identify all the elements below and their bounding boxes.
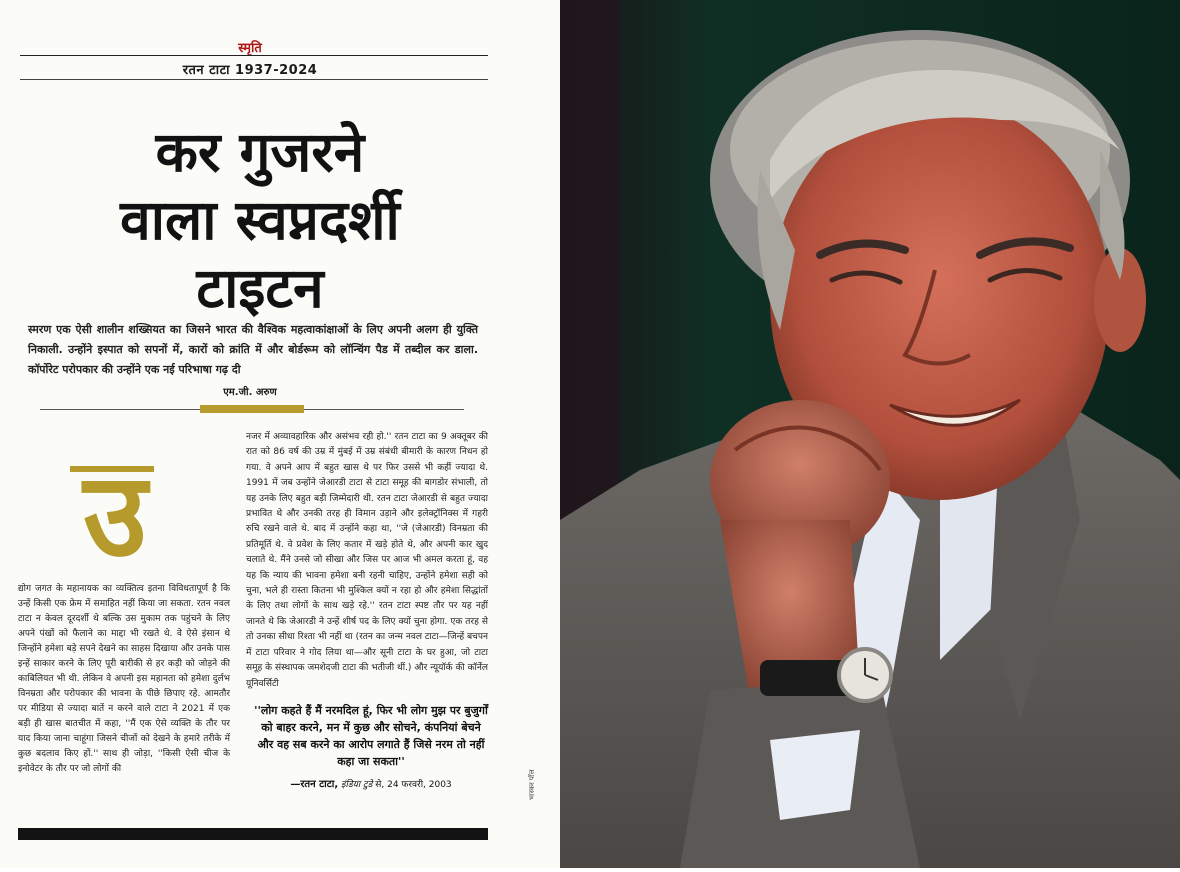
body-column-left: द्योग जगत के महानायक का व्यक्तित्व इतना विविधतापूर्ण है कि उन्हें किसी एक फ्रेम में समाहित नहीं किया जा सकता. रतन नवल टाटा न केवल दूरदर्शी थे बल्कि उस मुकाम तक पहुंचने के लिए अपने पंखों को फैलाने का माद्दा भी रखते थे. वे ऐसे इंसान थे जिन्होंने हमेशा बड़े सपने देखने का साहस दिखाया और उनके पास इन्हें साकार करने के लिए पूरी बारीकी से हर कड़ी को जोड़ने की काबिलियत भी थी. लेकिन वे अपनी इस महानता को हमेशा दुर्लभ विनम्रता और परोपकार की भावना के पीछे छिपाए रहे. आमतौर पर मीडिया से ज्यादा बातें न करने वाले टाटा ने 2021 में एक बड़ी ही खास बातचीत में कहा, ''मैं एक ऐसे व्यक्ति के तौर पर याद किया जाना चाहूंगा जिसने चीजों को देखने के हमारे तरीके में कुछ बदलाव किए हों.'' साथ ही जोड़ा, ''किसी ऐसी चीज के इनोवेटर के तौर पर जो लोगों की — [18, 584, 230, 774]
header-rule-lower — [20, 79, 488, 80]
byline: एम.जी. अरुण — [223, 387, 277, 398]
headline-line-2: वाला स्वप्नदर्शी — [120, 188, 400, 252]
article-dek: स्मरण एक ऐसी शालीन शख्सियत का जिसने भारत की वैश्विक महत्वाकांक्षाओं के लिए अपनी अलग ही युक्ति निकाली. उन्होंने इस्पात को सपनों में, कारों को क्रांति में और बोर्डरूम को लॉन्चिंग पैड में तब्दील कर डाला. कॉर्पोरेट परोपकार की उन्होंने एक नई परिभाषा गढ़ दी — [28, 323, 478, 376]
section-label: स्मृति — [238, 41, 262, 56]
header-rule — [20, 55, 488, 56]
article-headline — [20, 118, 500, 322]
headline-line-1: कर गुजरने — [155, 120, 365, 184]
quote-date: से, 24 फरवरी, 2003 — [375, 780, 452, 790]
pull-quote: ''लोग कहते हैं मैं नरमदिल हूं, फिर भी लोग मुझ पर बुजुर्गों को बाहर करने, मन में कुछ और सोचने, कंपनियां बेचने और वह सब करने का आरोप लगाते हैं जिसे नरम तो नहीं कहा जा सकता'' — [254, 704, 488, 768]
quote-author: —रतन टाटा, — [290, 779, 339, 790]
issue-line: रतन टाटा 1937-2024 — [182, 63, 318, 78]
photo-credit: भास्कर पॉल — [528, 769, 536, 800]
gold-accent-bar — [200, 405, 304, 413]
portrait-photo — [560, 0, 1180, 868]
footer-rule — [18, 828, 488, 840]
headline-line-3: टाइटन — [196, 256, 324, 320]
body-column-right: नजर में अव्यावहारिक और असंभव रही हो.'' रतन टाटा का 9 अक्तूबर की रात को 86 वर्ष की उम्र में मुंबई में उम्र संबंधी बीमारी के कारण निधन हो गया. वे अपने आप में बहुत खास थे पर फिर उससे भी कहीं ज्यादा थे. 1991 में जब उन्होंने जेआरडी टाटा से टाटा समूह की बागडोर संभाली, तो यह उनके लिए बहुत बड़ी जिम्मेदारी थी. रतन टाटा जेआरडी से बहुत ज्यादा प्रभावित थे और उनकी तरह ही विमान उड़ाने और इलेक्ट्रॉनिक्स में गहरी रुचि रखने वाले थे. बाद में उन्होंने कहा था, ''जे (जेआरडी) विनम्रता की प्रतिमूर्ति थे. वे प्रवेश के लिए कतार में खड़े होते थे, और अपनी कार खुद चलाते थे. मैंने उनसे जो सीखा और जिस पर आज भी अमल करता हूं, वह यह कि न्याय की भावना हमेशा बनी रहनी चाहिए, उन्होंने हमेशा सही को चुना, भले ही रास्ता कितना भी मुश्किल क्यों न रहा हो और हमेशा सिद्धांतों के लिए तथा लोगों के साथ खड़े रहे.'' रतन टाटा स्पष्ट तौर पर यह नहीं जानते थे कि जेआरडी ने उन्हें शीर्ष पद के लिए क्यों चुना होगा. एक तरह से तो उनका सीधा रिश्ता भी नहीं था (रतन का जन्म नवल टाटा—जिन्हें बचपन में टाटा परिवार ने गोद लिया था—और सूनी टाटा के घर हुआ, जो टाटा समूह के संस्थापक जमशेदजी टाटा की भतीजी थीं.) और न्यूयॉर्क की कॉर्नेल यूनिवर्सिटी — [246, 432, 488, 689]
portrait-illustration — [560, 0, 1180, 868]
article-page — [0, 0, 560, 868]
quote-publication: इंडिया टुडे — [341, 780, 373, 790]
drop-cap: उ — [83, 448, 147, 583]
pull-quote-attribution — [254, 776, 488, 790]
